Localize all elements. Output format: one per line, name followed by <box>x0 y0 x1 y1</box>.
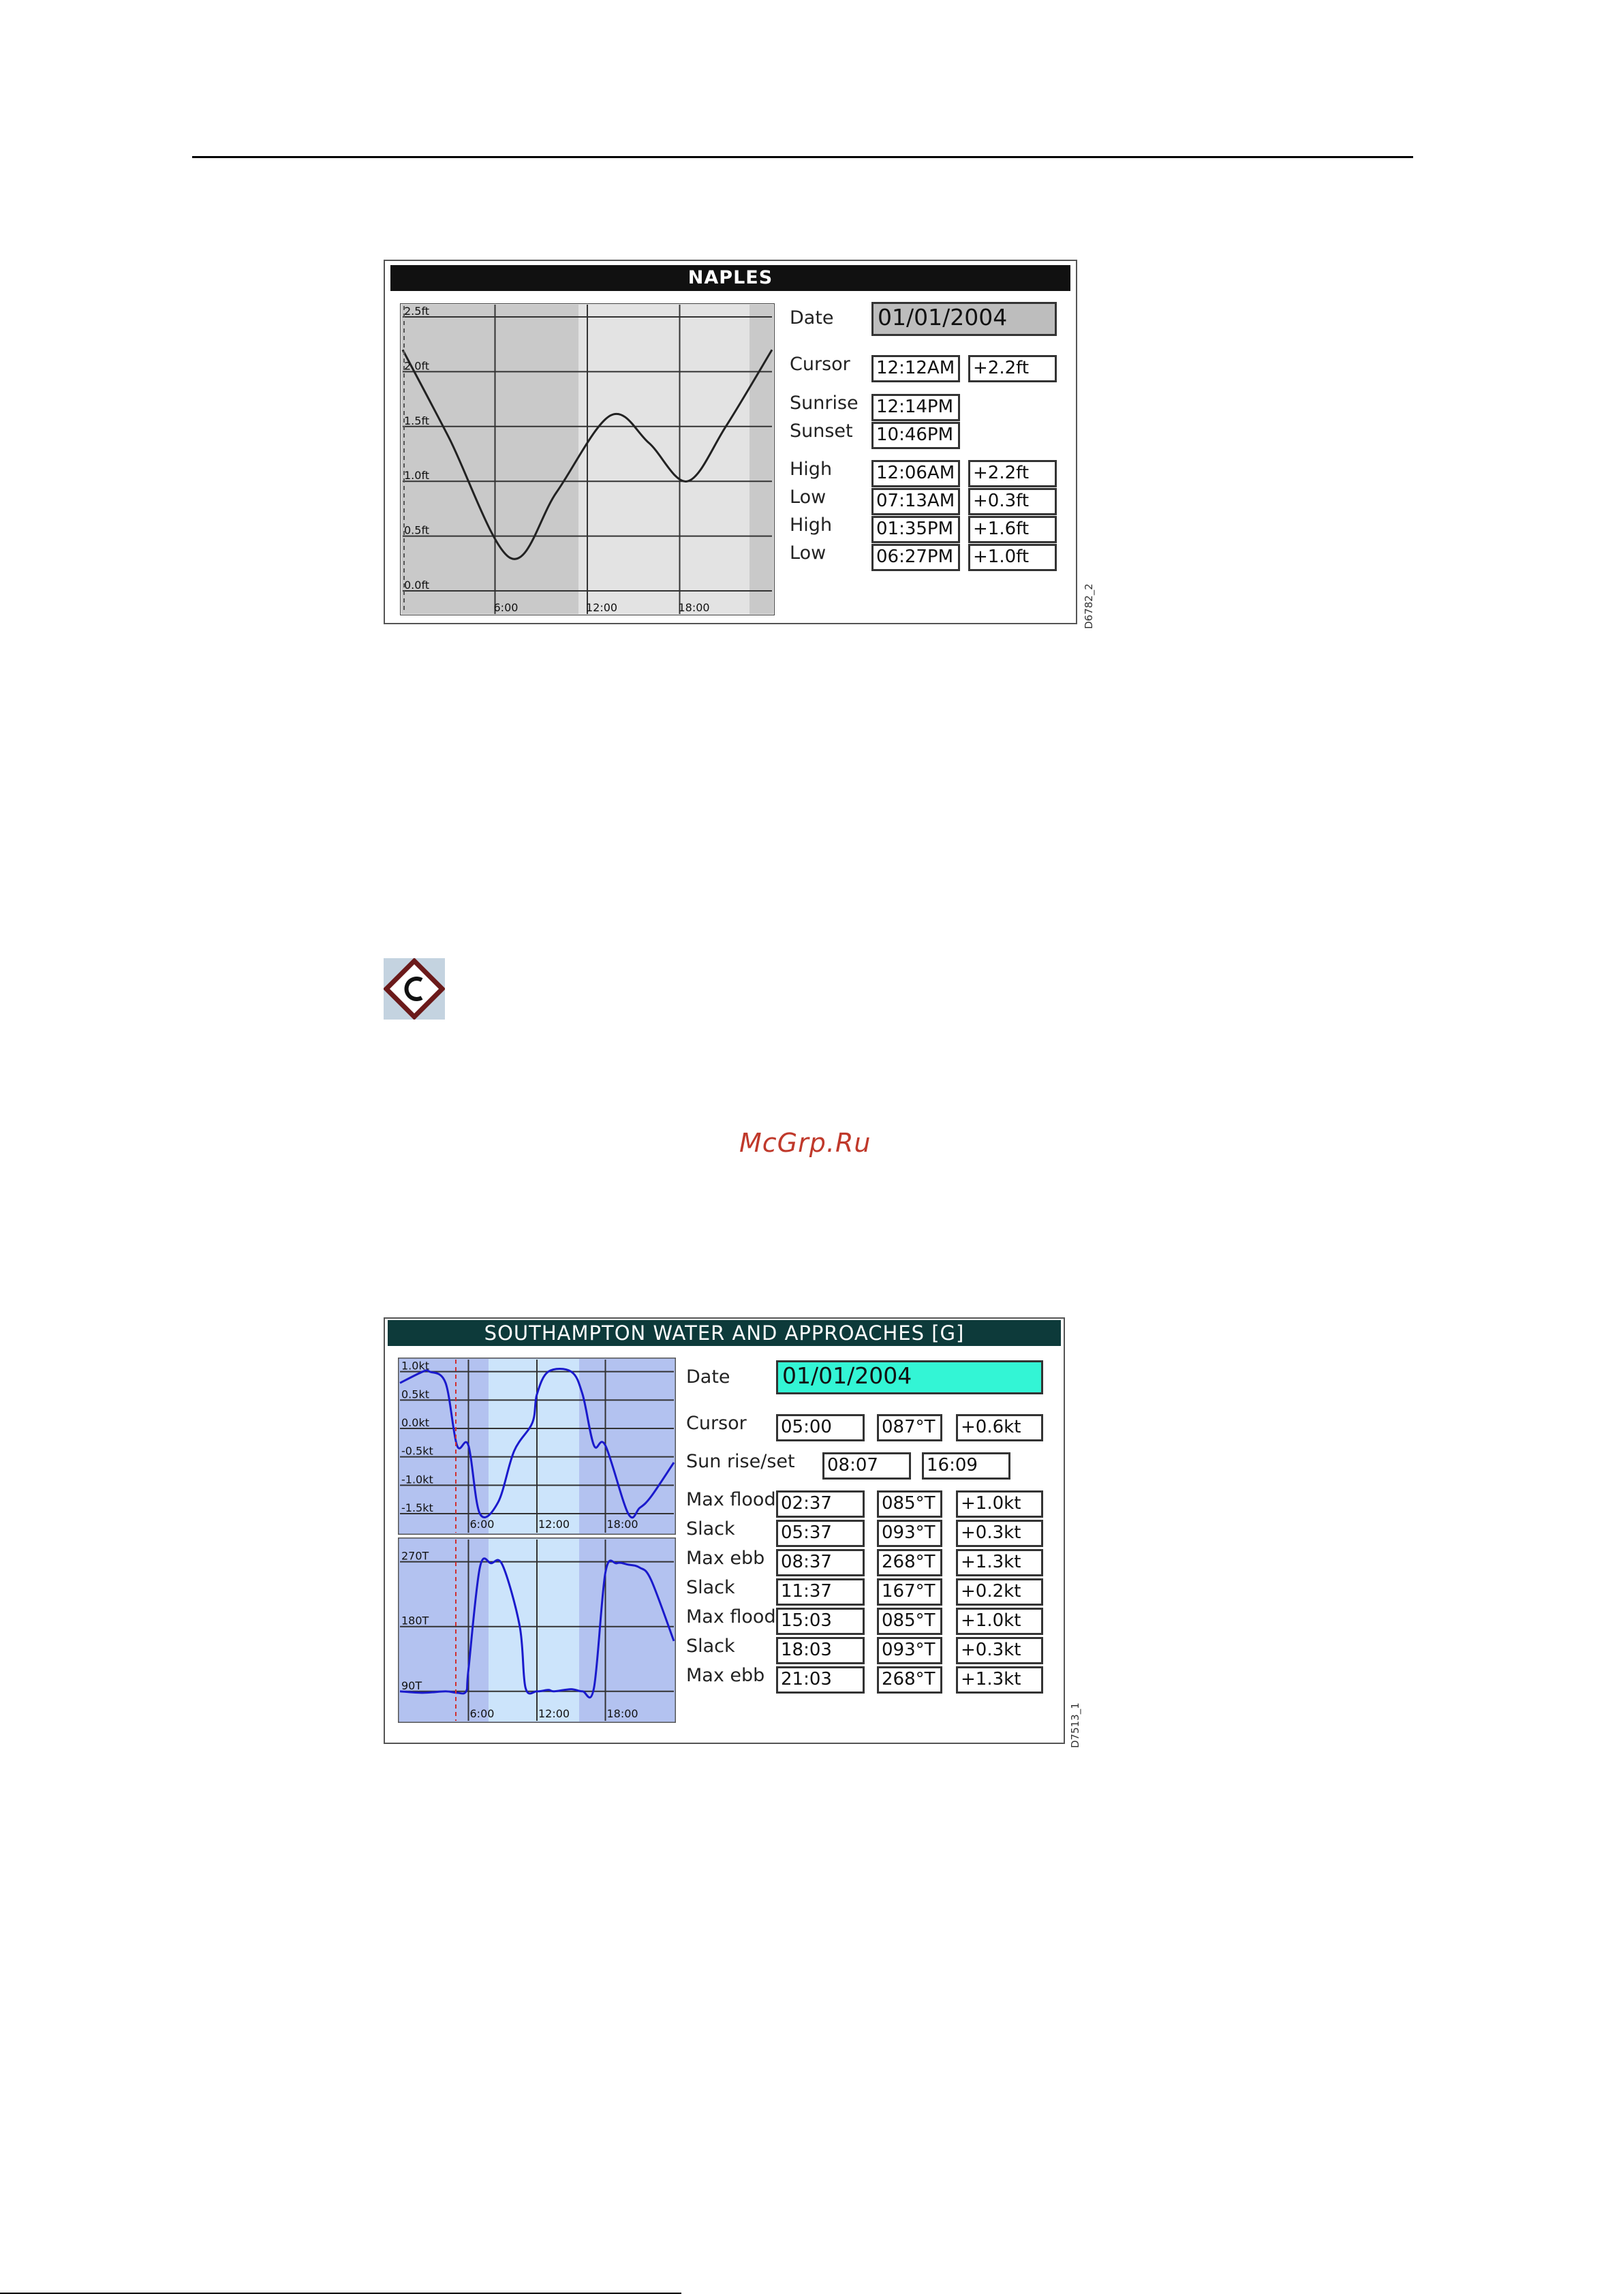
x-tick-label: 6:00 <box>493 601 519 614</box>
tide-event-label: High <box>790 459 833 480</box>
y-tick-label: 2.0ft <box>404 359 430 373</box>
y-tick-label: 0.5kt <box>401 1388 429 1401</box>
tide-event-time: 06:27PM <box>871 544 960 571</box>
date-label: Date <box>686 1366 730 1388</box>
footer-rule <box>0 2293 681 2294</box>
cursor-label: Cursor <box>686 1413 747 1434</box>
watermark-text: McGrp.Ru <box>739 1128 871 1158</box>
sunrise-field: 08:07 <box>822 1452 911 1480</box>
sunset-field: 16:09 <box>922 1452 1010 1480</box>
tide-event-time: 12:06AM <box>871 460 960 487</box>
y-tick-label: 0.0kt <box>401 1416 429 1429</box>
sunrise-label: Sunrise <box>790 393 859 414</box>
cursor-time-field: 05:00 <box>776 1414 865 1441</box>
header-rule <box>192 156 1413 158</box>
stream-event-speed: +0.3kt <box>956 1520 1043 1547</box>
panel-title: SOUTHAMPTON WATER AND APPROACHES [G] <box>388 1320 1061 1346</box>
naples-tide-chart <box>400 303 775 615</box>
date-label: Date <box>790 307 834 328</box>
tide-event-height: +1.0ft <box>968 544 1057 571</box>
sunset-label: Sunset <box>790 420 853 442</box>
tide-event-height: +2.2ft <box>968 460 1057 487</box>
stream-event-direction: 268°T <box>877 1549 942 1576</box>
stream-event-time: 11:37 <box>776 1578 865 1606</box>
stream-event-speed: +0.3kt <box>956 1637 1043 1664</box>
stream-event-direction: 268°T <box>877 1666 942 1694</box>
stream-speed-chart <box>398 1358 676 1535</box>
stream-event-speed: +0.2kt <box>956 1578 1043 1606</box>
daylight-shade <box>489 1359 579 1533</box>
y-tick-label: 1.0ft <box>404 469 430 483</box>
night-shade-right <box>749 305 773 614</box>
cursor-label: Cursor <box>790 354 850 375</box>
tide-event-label: Low <box>790 542 826 564</box>
stream-event-time: 08:37 <box>776 1549 865 1576</box>
stream-event-time: 05:37 <box>776 1520 865 1547</box>
stream-event-direction: 167°T <box>877 1578 942 1606</box>
stream-event-label: Max flood <box>686 1606 776 1627</box>
stream-event-speed: +1.3kt <box>956 1549 1043 1576</box>
stream-event-label: Slack <box>686 1636 735 1657</box>
stream-event-label: Max flood <box>686 1489 776 1510</box>
sunset-field: 10:46PM <box>871 422 960 449</box>
y-tick-label: 2.5ft <box>404 305 430 318</box>
stream-event-label: Slack <box>686 1577 735 1598</box>
figure-code: D6782_2 <box>1083 583 1095 629</box>
stream-event-time: 18:03 <box>776 1637 865 1664</box>
stream-event-direction: 085°T <box>877 1608 942 1635</box>
y-tick-label: 90T <box>401 1679 422 1692</box>
tide-event-label: Low <box>790 487 826 508</box>
x-tick-label: 6:00 <box>469 1707 495 1720</box>
y-tick-label: 0.5ft <box>404 523 430 537</box>
cursor-speed-field: +0.6kt <box>956 1414 1043 1441</box>
stream-event-speed: +1.0kt <box>956 1490 1043 1518</box>
x-tick-label: 12:00 <box>586 601 618 614</box>
x-tick-label: 6:00 <box>469 1518 495 1531</box>
tide-event-time: 07:13AM <box>871 488 960 515</box>
c-diamond-icon <box>384 958 445 1020</box>
tide-event-time: 01:35PM <box>871 516 960 543</box>
stream-event-time: 15:03 <box>776 1608 865 1635</box>
stream-event-label: Slack <box>686 1518 735 1540</box>
figure-code: D7513_1 <box>1069 1702 1081 1748</box>
stream-event-speed: +1.0kt <box>956 1608 1043 1635</box>
date-field[interactable]: 01/01/2004 <box>776 1360 1043 1394</box>
x-tick-label: 12:00 <box>538 1518 570 1531</box>
stream-event-speed: +1.3kt <box>956 1666 1043 1694</box>
sunrise-field: 12:14PM <box>871 394 960 421</box>
x-tick-label: 18:00 <box>606 1707 638 1720</box>
cursor-direction-field: 087°T <box>877 1414 942 1441</box>
stream-event-direction: 093°T <box>877 1520 942 1547</box>
stream-event-label: Max ebb <box>686 1548 765 1569</box>
y-tick-label: -0.5kt <box>401 1444 433 1458</box>
x-tick-label: 18:00 <box>606 1518 638 1531</box>
x-tick-label: 12:00 <box>538 1707 570 1720</box>
stream-event-time: 21:03 <box>776 1666 865 1694</box>
stream-event-direction: 085°T <box>877 1490 942 1518</box>
cursor-height-field: +2.2ft <box>968 355 1057 382</box>
tide-event-height: +0.3ft <box>968 488 1057 515</box>
y-tick-label: 1.0kt <box>401 1359 429 1373</box>
cursor-time-field: 12:12AM <box>871 355 960 382</box>
y-tick-label: -1.0kt <box>401 1473 433 1486</box>
tide-event-label: High <box>790 515 833 536</box>
night-shade-left <box>401 305 578 614</box>
stream-event-direction: 093°T <box>877 1637 942 1664</box>
y-tick-label: 1.5ft <box>404 414 430 427</box>
y-tick-label: -1.5kt <box>401 1501 433 1514</box>
naples-tide-panel <box>384 260 1095 629</box>
tide-event-height: +1.6ft <box>968 516 1057 543</box>
panel-title: NAPLES <box>390 265 1070 291</box>
date-field[interactable]: 01/01/2004 <box>871 302 1057 336</box>
sun-rise-set-label: Sun rise/set <box>686 1451 795 1472</box>
stream-event-label: Max ebb <box>686 1665 765 1686</box>
southampton-stream-panel <box>384 1317 1081 1748</box>
y-tick-label: 180T <box>401 1614 429 1627</box>
y-tick-label: 270T <box>401 1549 429 1563</box>
stream-event-time: 02:37 <box>776 1490 865 1518</box>
stream-direction-chart <box>398 1537 676 1723</box>
x-tick-label: 18:00 <box>678 601 710 614</box>
y-tick-label: 0.0ft <box>404 579 430 592</box>
